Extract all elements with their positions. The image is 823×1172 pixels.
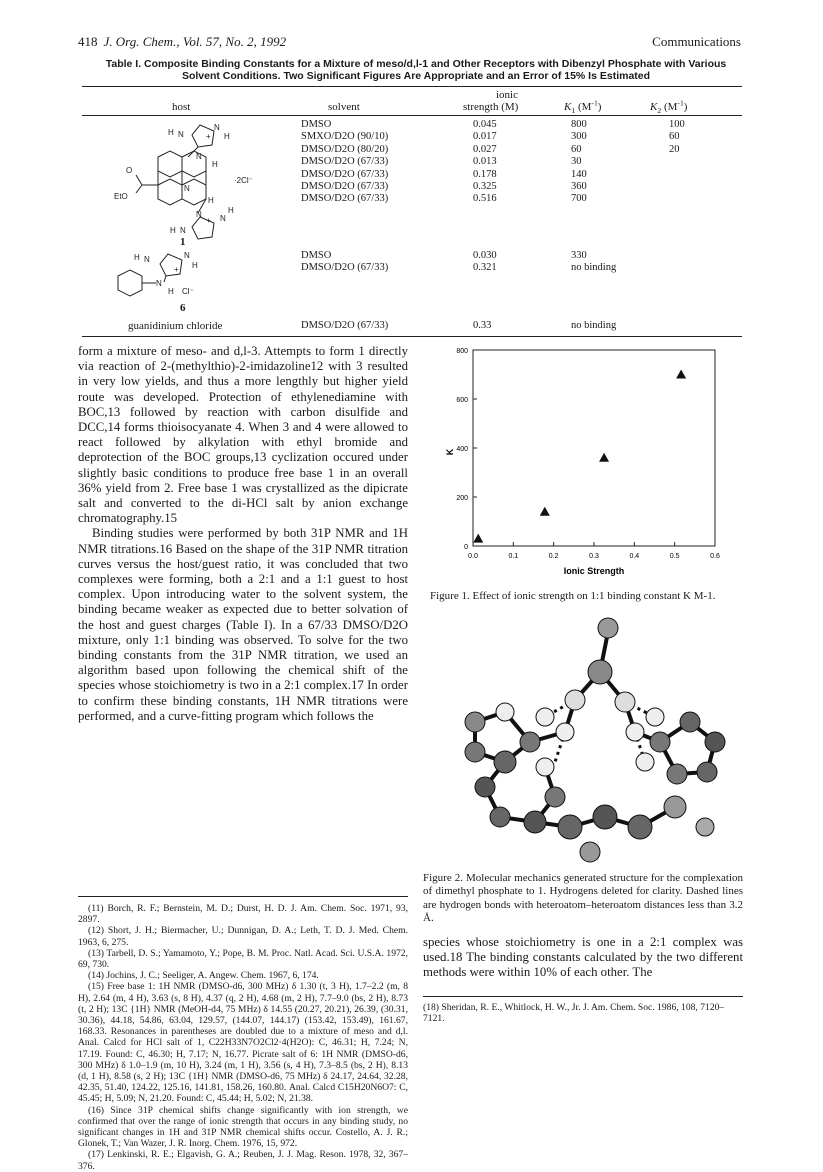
table-row bbox=[301, 250, 729, 262]
svg-text:N: N bbox=[220, 214, 226, 223]
cell-k1: 60 bbox=[571, 143, 582, 155]
figure-1-caption: Figure 1. Effect of ionic strength on 1:1 binding constant K M-1. bbox=[430, 590, 716, 602]
col-header-solvent: solvent bbox=[328, 101, 360, 113]
plot-frame bbox=[473, 350, 715, 546]
cell-k1: 800 bbox=[571, 119, 587, 130]
svg-text:+: + bbox=[206, 216, 211, 225]
footnote: (12) Short, J. H.; Biermacher, U.; Dunnigan, D. A.; Leth, T. D. J. Med. Chem. 1963, 6, 275. bbox=[78, 925, 408, 948]
ester-label: EtO bbox=[114, 192, 128, 201]
cell-solvent: DMSO bbox=[301, 250, 332, 261]
cell-ionic: 0.325 bbox=[473, 181, 497, 193]
right-column-text: species whose stoichiometry is one in a 2:1 complex was used.18 The binding constants calculated by the two different methods were within 10% of each other. The bbox=[423, 935, 743, 980]
table-group-1 bbox=[301, 119, 729, 206]
cell-k1: 30 bbox=[571, 156, 582, 168]
host-label-1: 1 bbox=[180, 236, 186, 248]
x-tick-label: 0.3 bbox=[589, 553, 599, 560]
cell-solvent: DMSO/D2O (67/33) bbox=[301, 168, 389, 180]
cell-solvent: DMSO bbox=[301, 119, 332, 130]
table-caption: Table I. Composite Binding Constants for a Mixture of meso/d,l-1 and Other Receptors with Dibenzyl Phosphate with Various Solvent Conditions. Two Significant Figures Are Appropriate and an Error of 15% Is Estimated bbox=[105, 58, 727, 82]
footnote: (13) Tarbell, D. S.; Yamamoto, Y.; Pope, B. M. Proc. Natl. Acad. Sci. U.S.A. 1972, 69, 730. bbox=[78, 947, 408, 971]
cell-solvent: SMXO/D2O (90/10) bbox=[301, 131, 389, 143]
cell-ionic: 0.013 bbox=[473, 156, 497, 168]
cell-k2 bbox=[669, 262, 729, 274]
body-paragraph-1: form a mixture of meso- and d,l-3. Attempts to form 1 directly via reaction of 2-(methylthio)-2-imidazoline12 with 3 resulted in very low yields, and thus a more lengthly but higher yield route was developed. Protection of ethylenediamine with BOC,13 followed by reaction with carbon disulfide and DCC,14 forms thioisocyanate 4. When 3 and 4 were allowed to react followed by alkylation with ethyl bromide and deprotection of the BOC groups,13 cyclization occured under slightly basic conditions to produce free base 1 in an overall 36% yield from 2. Free base 1 was crystallized as the dipicrate salt and converted to the di-HCl salt by anion exchange chromatography.15 bbox=[78, 344, 408, 526]
cell-k2 bbox=[669, 320, 729, 332]
svg-text:N: N bbox=[144, 255, 150, 264]
x-tick-label: 0.0 bbox=[468, 553, 478, 560]
data-point-triangle bbox=[676, 370, 686, 379]
cell-ionic: 0.027 bbox=[473, 143, 497, 155]
cell-k2 bbox=[669, 169, 729, 181]
svg-text:N: N bbox=[196, 152, 202, 161]
footnote: (17) Lenkinski, R. E.; Elgavish, G. A.; Reuben, J. J. Mag. Reson. 1978, 32, 367–376. bbox=[78, 1149, 408, 1172]
footnote-18: (18) Sheridan, R. E., Whitlock, H. W., Jr. J. Am. Chem. Soc. 1986, 108, 7120–7121. bbox=[423, 1002, 725, 1025]
footnote: (11) Borch, R. F.; Bernstein, M. D.; Durst, H. D. J. Am. Chem. Soc. 1971, 93, 2897. bbox=[78, 903, 408, 926]
svg-text:H: H bbox=[228, 206, 234, 215]
svg-text:N: N bbox=[196, 210, 202, 219]
cell-solvent: DMSO/D2O (67/33) bbox=[301, 193, 389, 205]
footnote: (16) Since 31P chemical shifts change significantly with ion strength, we confirmed that over the range of ionic strength that occurs in any binding study, no significant changes in 1H and 31P NMR chemical shifts occur. Costello, A. J. R.; Glonek, T.; Van Wazer, J. R. Inorg. Chem. 1976, 15, 972. bbox=[78, 1104, 408, 1150]
structure-6-diagram bbox=[108, 246, 248, 306]
cell-ionic: 0.030 bbox=[473, 250, 497, 261]
chloride-label: Cl⁻ bbox=[182, 287, 194, 296]
table-row bbox=[301, 193, 729, 205]
cell-solvent: DMSO/D2O (67/33) bbox=[301, 262, 389, 274]
cell-k1: no binding bbox=[571, 320, 617, 331]
svg-text:+: + bbox=[206, 132, 211, 141]
svg-text:N: N bbox=[184, 184, 190, 193]
cell-k2 bbox=[669, 181, 729, 193]
cell-k2 bbox=[669, 156, 729, 168]
svg-text:N: N bbox=[156, 279, 162, 288]
y-tick-label: 0 bbox=[464, 544, 468, 551]
table-row bbox=[301, 320, 729, 332]
cell-ionic: 0.33 bbox=[473, 320, 492, 331]
salt-label: ·2Cl⁻ bbox=[234, 176, 253, 185]
y-tick-label: 800 bbox=[456, 348, 468, 355]
svg-text:H: H bbox=[168, 287, 174, 296]
col-header-ionic-top: ionic bbox=[496, 89, 518, 101]
cell-k2: 60 bbox=[669, 131, 680, 143]
table-group-guanidinium bbox=[301, 320, 729, 332]
svg-text:H: H bbox=[212, 160, 218, 169]
cell-k2: 20 bbox=[669, 143, 680, 155]
section-label: Communications bbox=[652, 34, 741, 49]
cell-k1: 360 bbox=[571, 181, 587, 193]
svg-text:H: H bbox=[168, 128, 174, 137]
x-tick-label: 0.4 bbox=[629, 553, 640, 560]
footnote-rule bbox=[78, 896, 408, 897]
body-text bbox=[78, 344, 408, 724]
figure-1-chart bbox=[445, 342, 745, 592]
table-top-rule bbox=[82, 86, 742, 87]
table-row bbox=[301, 119, 729, 131]
x-tick-label: 0.6 bbox=[710, 553, 720, 560]
host-label-guanidinium: guanidinium chloride bbox=[128, 320, 223, 332]
svg-text:N: N bbox=[180, 226, 186, 235]
cell-k2: 100 bbox=[669, 119, 685, 130]
svg-text:H: H bbox=[192, 261, 198, 270]
cell-ionic: 0.516 bbox=[473, 193, 497, 205]
host-label-6: 6 bbox=[180, 302, 186, 314]
data-point-triangle bbox=[473, 534, 483, 543]
col-header-ionic-bottom: strength (M) bbox=[463, 101, 519, 113]
svg-text:O: O bbox=[126, 166, 133, 175]
data-point-triangle bbox=[599, 453, 609, 462]
table-row bbox=[301, 131, 729, 143]
col-header-k2: $K_2$ $(M^{-1})$ bbox=[650, 98, 688, 116]
svg-text:N: N bbox=[214, 123, 220, 132]
cell-ionic: 0.178 bbox=[473, 168, 497, 180]
y-tick-label: 600 bbox=[456, 397, 468, 404]
page-number: 418 bbox=[78, 34, 98, 49]
svg-text:H: H bbox=[170, 226, 176, 235]
table-bottom-rule bbox=[82, 336, 742, 337]
svg-text:N: N bbox=[184, 251, 190, 260]
structure-1-diagram bbox=[108, 117, 268, 257]
cell-ionic: 0.321 bbox=[473, 262, 497, 274]
svg-text:H: H bbox=[208, 196, 214, 205]
table-group-6 bbox=[301, 250, 729, 275]
body-paragraph-2: Binding studies were performed by both 31P NMR and 1H NMR titrations.16 Based on the shape of the 31P NMR titration curves versus the host/guest ratio, it was concluded that two complexes were forming, both a 2:1 and a 1:1 guest to host complex. Upon introducing water to the solvent system, the binding became weaker as expected due to better solvation of the host and guest charges (Table I). In a 67/33 DMSO/D2O mixture, only 1:1 binding was observed. To solve for the two binding constants from the 31P NMR titration, we used an algorithm based upon following the chemical shift of the species whose stoichiometry is two in a 2:1 complex.17 In order to confirm these binding constants, 1H NMR titrations were performed, and a curve-fitting program which follows the bbox=[78, 526, 408, 723]
table-row bbox=[301, 156, 729, 168]
cell-k2 bbox=[669, 193, 729, 205]
col-header-k1: $K_1$ $(M^{-1})$ bbox=[564, 98, 602, 116]
table-row bbox=[301, 144, 729, 156]
x-tick-label: 0.1 bbox=[508, 553, 519, 560]
svg-text:+: + bbox=[174, 265, 179, 274]
svg-text:H: H bbox=[224, 132, 230, 141]
y-tick-label: 200 bbox=[456, 495, 468, 502]
col-header-host: host bbox=[172, 101, 191, 113]
footnotes bbox=[78, 903, 408, 1172]
footnote-18-rule bbox=[423, 996, 743, 997]
footnote: (14) Jochins, J. C.; Seeliger, A. Angew. Chem. 1967, 6, 174. bbox=[88, 970, 319, 982]
table-row bbox=[301, 181, 729, 193]
figure-2-caption: Figure 2. Molecular mechanics generated structure for the complexation of dimethyl phosphate to 1. Hydrogens deleted for clarity. Dashed lines are hydrogen bonds with heteroatom–heteroatom distances less than 3.2 Å. bbox=[423, 872, 743, 925]
cell-solvent: DMSO/D2O (67/33) bbox=[301, 181, 389, 193]
cell-k1: 330 bbox=[571, 250, 587, 261]
figure-2-molecular-model bbox=[445, 612, 745, 867]
cell-solvent: DMSO/D2O (80/20) bbox=[301, 143, 389, 155]
cell-solvent: DMSO/D2O (67/33) bbox=[301, 320, 389, 331]
footnote: (15) Free base 1: 1H NMR (DMSO-d6, 300 MHz) δ 1.30 (t, 3 H), 1.7–2.2 (m, 8 H), 2.64 (m, 4 H), 3.63 (s, 8 H), 4.37 (q, 2 H), 4.68 (m, 2 H), 7.7–9.0 (bs, 2 H), 8.73 (t, 2 H); 13C {1H} NMR (MeOH-d4, 75 MHz) δ 14.55 (20.27, 20.21), 26.39, (30.31, 30.36), 44.18, 54.86, 63.04, 129.57, (144.07, 144.17) (153.42, 153.49), 161.67, 168.33. Resonances in parentheses are doubled due to a mixture of meso and d,l. Anal. Calcd for HCl salt of 1, C22H33N7O2Cl2·4(H2O): C, 46.31; H, 7.24; N, 17.19. Found: C, 46.30; H, 7.17; N, 16.77. Picrate salt of 6: 1H NMR (DMSO-d6, 300 MHz) δ 1.0–1.9 (m, 10 H), 3.24 (m, 1 H), 3.56 (s, 4 H), 7.3–8.5 (bs, 2 H), 8.13 (d, 1 H), 8.58 (s, 2 H); 13C {1H} NMR (DMSO-d6, 75 MHz) δ 24.17, 24.64, 32.28, 42.35, 51.40, 124.22, 125.16, 141.81, 158.26, 160.80. Anal. Calcd C15H20N6O7: C, 45.45; H, 5.09; N, 21.20. Found: C, 45.44; H, 5.02; N, 21.38. bbox=[78, 981, 408, 1105]
cell-k1: 700 bbox=[571, 193, 587, 205]
table-row bbox=[301, 169, 729, 181]
cell-k2 bbox=[669, 250, 729, 262]
x-tick-label: 0.5 bbox=[669, 553, 680, 560]
cell-solvent: DMSO/D2O (67/33) bbox=[301, 156, 389, 168]
y-tick-label: 400 bbox=[456, 446, 468, 453]
running-header-left bbox=[78, 34, 286, 50]
cell-ionic: 0.045 bbox=[473, 119, 497, 130]
cell-k1: 140 bbox=[571, 168, 587, 180]
cell-ionic: 0.017 bbox=[473, 131, 497, 143]
cell-k1: no binding bbox=[571, 262, 617, 274]
svg-text:N: N bbox=[178, 130, 184, 139]
svg-text:H: H bbox=[134, 253, 140, 262]
x-axis-label: Ionic Strength bbox=[563, 566, 625, 576]
y-axis-label: K bbox=[445, 448, 455, 456]
journal-citation: J. Org. Chem., Vol. 57, No. 2, 1992 bbox=[103, 34, 287, 49]
x-tick-label: 0.2 bbox=[548, 553, 559, 560]
data-point-triangle bbox=[540, 507, 550, 516]
table-header-rule bbox=[82, 115, 742, 116]
cell-k1: 300 bbox=[571, 131, 587, 143]
table-row bbox=[301, 262, 729, 274]
